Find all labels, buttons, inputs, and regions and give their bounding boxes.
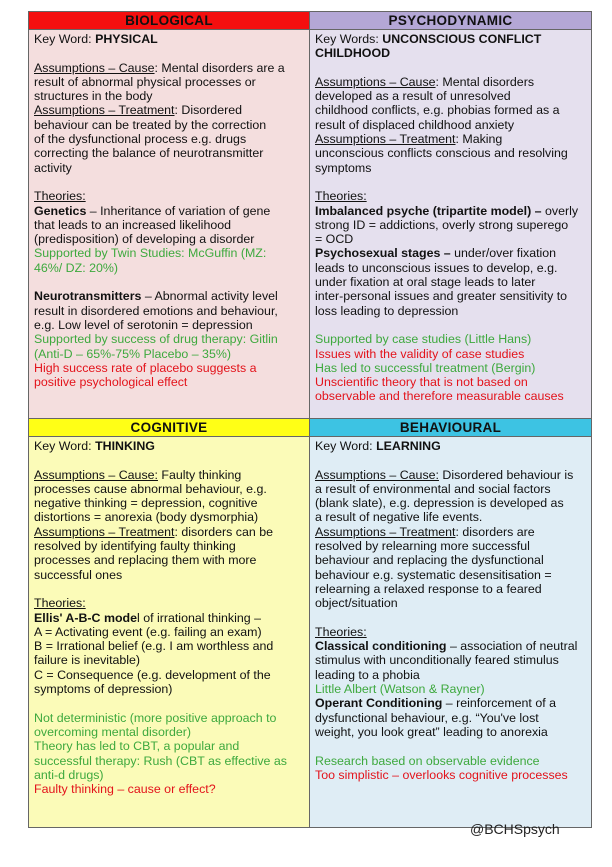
cognitive-theory-abc: Ellis' A-B-C model of irrational thinking – <box>34 610 261 625</box>
behavioural-cause-line: (blank slate), e.g. depression is developed as <box>315 496 564 511</box>
psychodynamic-theory-line: strong ID = addictions, overly strong superego <box>315 217 569 232</box>
biological-header <box>29 12 310 30</box>
behavioural-treatment-line: resolved by relearning more successful <box>315 539 530 554</box>
biological-cause-line: structures in the body <box>34 89 153 104</box>
behavioural-title: BEHAVIOURAL <box>399 420 502 435</box>
biological-title: BIOLOGICAL <box>125 13 213 28</box>
cognitive-cell <box>29 437 310 828</box>
cognitive-weakness: Faulty thinking – cause or effect? <box>34 782 216 797</box>
biological-cause: Assumptions – Cause: Mental disorders are a <box>34 60 285 75</box>
cognitive-title: COGNITIVE <box>130 420 208 435</box>
behavioural-treatment: Assumptions – Treatment: disorders are <box>315 524 535 539</box>
biological-cause-line: result of abnormal physical processes or <box>34 74 256 89</box>
psychodynamic-support: Supported by case studies (Little Hans) <box>315 332 532 347</box>
cognitive-treatment-line: successful ones <box>34 567 123 582</box>
psychodynamic-theory-line: = OCD <box>315 232 354 247</box>
cognitive-support: successful therapy: Rush (CBT as effective as <box>34 753 287 768</box>
behavioural-cause-line: a result of negative life events. <box>315 510 483 525</box>
behavioural-support: Little Albert (Watson & Rayner) <box>315 682 485 697</box>
cognitive-cause-line: processes cause abnormal behaviour, e.g. <box>34 481 267 496</box>
behavioural-keyword: Key Word: LEARNING <box>315 439 441 453</box>
psychodynamic-theory-line: loss leading to depression <box>315 303 459 318</box>
psychodynamic-cell <box>310 30 592 419</box>
psychodynamic-support: Has led to successful treatment (Bergin) <box>315 360 536 375</box>
footer-handle: @BCHSpsych <box>470 821 560 837</box>
psychodynamic-keyword: Key Words: UNCONSCIOUS CONFLICT <box>315 32 542 46</box>
behavioural-theory-line: weight, you look great” leading to anorexia <box>315 724 548 739</box>
psychodynamic-theory-line: under fixation at oral stage leads to later <box>315 275 536 290</box>
biological-weakness: positive psychological effect <box>34 375 188 390</box>
behavioural-header <box>310 419 592 437</box>
cognitive-support: anti-d drugs) <box>34 767 104 782</box>
psychodynamic-treatment-line: unconscious conflicts conscious and resolving <box>315 146 568 161</box>
cognitive-support: Not deterministic (more positive approach to <box>34 710 277 725</box>
behavioural-support: Research based on observable evidence <box>315 753 540 768</box>
behavioural-cause: Assumptions – Cause: Disordered behaviour is <box>315 467 574 482</box>
biological-keyword: Key Word: PHYSICAL <box>34 32 158 46</box>
behavioural-treatment-line: relearning a relaxed response to a feared <box>315 581 542 596</box>
behavioural-theories-heading: Theories: <box>315 624 367 639</box>
behavioural-treatment-line: object/situation <box>315 596 398 611</box>
behavioural-treatment-line: behaviour e.g. systematic desensitisation = <box>315 567 552 582</box>
biological-treatment-line: behaviour can be treated by the correction <box>34 117 267 132</box>
biological-cell <box>29 30 310 419</box>
cognitive-theory-line: B = Irrational belief (e.g. I am worthless and <box>34 639 274 654</box>
psychodynamic-cause: Assumptions – Cause: Mental disorders <box>315 74 535 89</box>
psychodynamic-cause-line: developed as a result of unresolved <box>315 89 511 104</box>
biological-theory-line: that leads to an increased likelihood <box>34 217 232 232</box>
cognitive-cause-line: negative thinking = depression, cognitive <box>34 496 258 511</box>
biological-treatment: Assumptions – Treatment: Disordered <box>34 103 242 118</box>
psychodynamic-theory-line: leads to unconscious issues to develop, e.g. <box>315 260 558 275</box>
psychodynamic-treatment: Assumptions – Treatment: Making <box>315 132 503 147</box>
behavioural-theory-classical: Classical conditioning – association of neutral <box>315 639 578 654</box>
biological-treatment-line: activity <box>34 160 72 175</box>
biological-support: Supported by Twin Studies: McGuffin (MZ: <box>34 246 267 261</box>
biological-theory-line: e.g. Low level of serotonin = depression <box>34 317 253 332</box>
biological-support: Supported by success of drug therapy: Gitlin <box>34 332 278 347</box>
behavioural-theory-line: dysfunctional behaviour, e.g. “You've lost <box>315 710 539 725</box>
cognitive-theory-line: C = Consequence (e.g. development of the <box>34 667 271 682</box>
biological-theory-genetics: Genetics – Inheritance of variation of gene <box>34 203 271 218</box>
psychodynamic-weakness: Issues with the validity of case studies <box>315 346 525 361</box>
cognitive-treatment-line: processes and replacing them with more <box>34 553 257 568</box>
psychodynamic-theory-psychosexual: Psychosexual stages – under/over fixation <box>315 246 557 261</box>
psychodynamic-keyword-line: CHILDHOOD <box>315 46 391 61</box>
psychodynamic-treatment-line: symptoms <box>315 160 372 175</box>
behavioural-cell <box>310 437 592 828</box>
psychodynamic-weakness: observable and therefore measurable causes <box>315 389 564 404</box>
cognitive-theory-line: symptoms of depression) <box>34 682 173 697</box>
cognitive-keyword: Key Word: THINKING <box>34 439 155 453</box>
psychodynamic-theories-heading: Theories: <box>315 189 367 204</box>
psychodynamic-title: PSYCHODYNAMIC <box>388 13 513 28</box>
cognitive-support: Theory has led to CBT, a popular and <box>34 739 240 754</box>
cognitive-treatment: Assumptions – Treatment: disorders can be <box>34 524 273 539</box>
behavioural-theory-operant: Operant Conditioning – reinforcement of a <box>315 696 556 711</box>
behavioural-treatment-line: behaviour and replacing the dysfunctional <box>315 553 544 568</box>
behavioural-weakness: Too simplistic – overlooks cognitive processes <box>315 767 568 782</box>
biological-theories-heading: Theories: <box>34 189 86 204</box>
behavioural-theory-line: leading to a phobia <box>315 667 420 682</box>
biological-support: 46%/ DZ: 20%) <box>34 260 119 275</box>
psychodynamic-cause-line: childhood conflicts, e.g. phobias formed as a <box>315 103 560 118</box>
cognitive-treatment-line: resolved by identifying faulty thinking <box>34 539 236 554</box>
biological-treatment-line: correcting the balance of neurotransmitter <box>34 146 264 161</box>
biological-theory-line: result in disordered emotions and behaviour, <box>34 303 278 318</box>
psychodynamic-weakness: Unscientific theory that is not based on <box>315 375 528 390</box>
biological-support: (Anti-D – 65%-75% Placebo – 35%) <box>34 346 231 361</box>
cognitive-theory-line: A = Activating event (e.g. failing an exam) <box>34 624 262 639</box>
biological-theory-line: (predisposition) of developing a disorder <box>34 232 255 247</box>
cognitive-theories-heading: Theories: <box>34 596 86 611</box>
cognitive-theory-line: failure is inevitable) <box>34 653 141 668</box>
psychodynamic-theory-psyche: Imbalanced psyche (tripartite model) – overly <box>315 203 579 218</box>
cognitive-header <box>29 419 310 437</box>
behavioural-theory-line: stimulus with unconditionally feared stimulus <box>315 653 559 668</box>
psychodynamic-theory-line: inter-personal issues and greater sensitivity to <box>315 289 568 304</box>
approaches-table <box>28 11 592 828</box>
behavioural-cause-line: a result of environmental and social factors <box>315 481 551 496</box>
biological-theory-neurotransmitters: Neurotransmitters – Abnormal activity level <box>34 289 278 304</box>
cognitive-support: overcoming mental disorder) <box>34 724 192 739</box>
biological-weakness: High success rate of placebo suggests a <box>34 360 257 375</box>
cognitive-cause-line: distortions = anorexia (body dysmorphia) <box>34 510 259 525</box>
psychodynamic-cause-line: result of displaced childhood anxiety <box>315 117 515 132</box>
psychodynamic-header <box>310 12 592 30</box>
biological-treatment-line: of the dysfunctional process e.g. drugs <box>34 132 247 147</box>
cognitive-cause: Assumptions – Cause: Faulty thinking <box>34 467 242 482</box>
